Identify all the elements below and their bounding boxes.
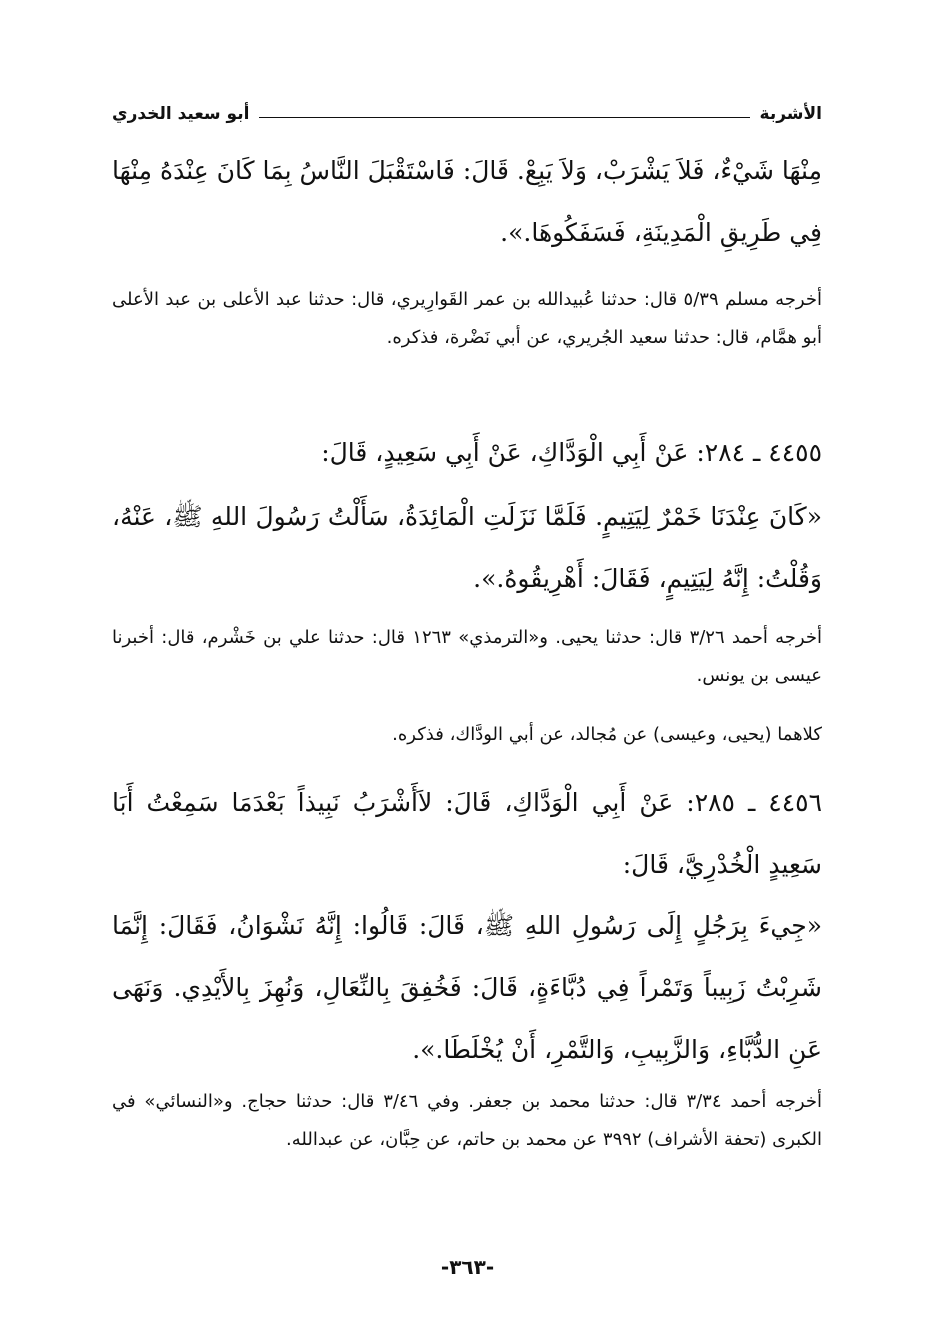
hadith-heading-4456: ٤٤٥٦ ـ ٢٨٥: عَنْ أَبِي الْوَدَّاكِ، قَالَ: لاَأَشْرَبُ نَبِيذاً بَعْدَمَا سَمِعْتُ أَبَا سَعِيدٍ الْخُدْرِيَّ، قَالَ:: [112, 788, 823, 879]
source-note: أخرجه أحمد ٣/٣٤ قال: حدثنا محمد بن جعفر. وفي ٣/٤٦ قال: حدثنا حجاج. و«النسائي» في الكبرى (تحفة الأشراف) ٣٩٩٢ عن محمد بن حاتم، عن حِبَّان، عن عبدالله.: [112, 1091, 822, 1150]
hadith-text-4455: «كَانَ عِنْدَنَا خَمْرٌ لِيَتِيمٍ. فَلَمَّا نَزَلَتِ الْمَائِدَةُ، سَأَلْتُ رَسُولَ اللهِ ﷺ، عَنْهُ، وَقُلْتُ: إِنَّهُ لِيَتِيمٍ، فَقَالَ: أَهْرِيقُوهُ.».: [112, 502, 822, 593]
chapter-title: الأشربة: [759, 104, 822, 124]
hadith-text-4456: «جِيءَ بِرَجُلٍ إِلَى رَسُولِ اللهِ ﷺ، قَالَ: قَالُوا: إِنَّهُ نَشْوَانُ، فَقَالَ: إِنَّمَا شَرِبْتُ زَبِيباً وَتَمْراً فِي دُبَّاءَةٍ، قَالَ: فَخُفِقَ بِالنِّعَالِ، وَنُهِزَ بِالأَيْدِي. وَنَهَى عَنِ الدُّبَّاءِ، وَالزَّبِيبِ، وَالتَّمْرِ، أَنْ يُخْلَطَا.».: [112, 911, 822, 1064]
header-rule: [259, 117, 749, 118]
hadith-text-continuation: مِنْهَا شَيْءٌ، فَلاَ يَشْرَبْ، وَلاَ يَبِعْ. قَالَ: فَاسْتَقْبَلَ النَّاسُ بِمَا كَانَ عِنْدَهُ مِنْهَا فِي طَرِيقِ الْمَدِينَةِ، فَسَفَكُوهَا.».: [112, 156, 822, 247]
page-number: -٣٦٣-: [440, 1255, 495, 1279]
hadith-heading-4455: ٤٤٥٥ ـ ٢٨٤: عَنْ أَبِي الْوَدَّاكِ، عَنْ أَبِي سَعِيدٍ، قَالَ:: [321, 438, 822, 467]
narrator-title: أبو سعيد الخدري: [112, 104, 250, 124]
source-note: كلاهما (يحيى، وعيسى) عن مُجالد، عن أبي الودَّاك، فذكره.: [392, 724, 822, 745]
source-note: أخرجه أحمد ٣/٢٦ قال: حدثنا يحيى. و«الترمذي» ١٢٦٣ قال: حدثنا علي بن خَشْرم، قال: أخبرنا عيسى بن يونس.: [112, 627, 822, 686]
running-header: [112, 88, 822, 124]
source-note: أخرجه مسلم ٥/٣٩ قال: حدثنا عُبيدالله بن عمر القَوارِيري، قال: حدثنا عبد الأعلى بن عبد الأعلى أبو همَّام، قال: حدثنا سعيد الجُريري، عن أبي نَضْرة، فذكره.: [112, 289, 822, 348]
